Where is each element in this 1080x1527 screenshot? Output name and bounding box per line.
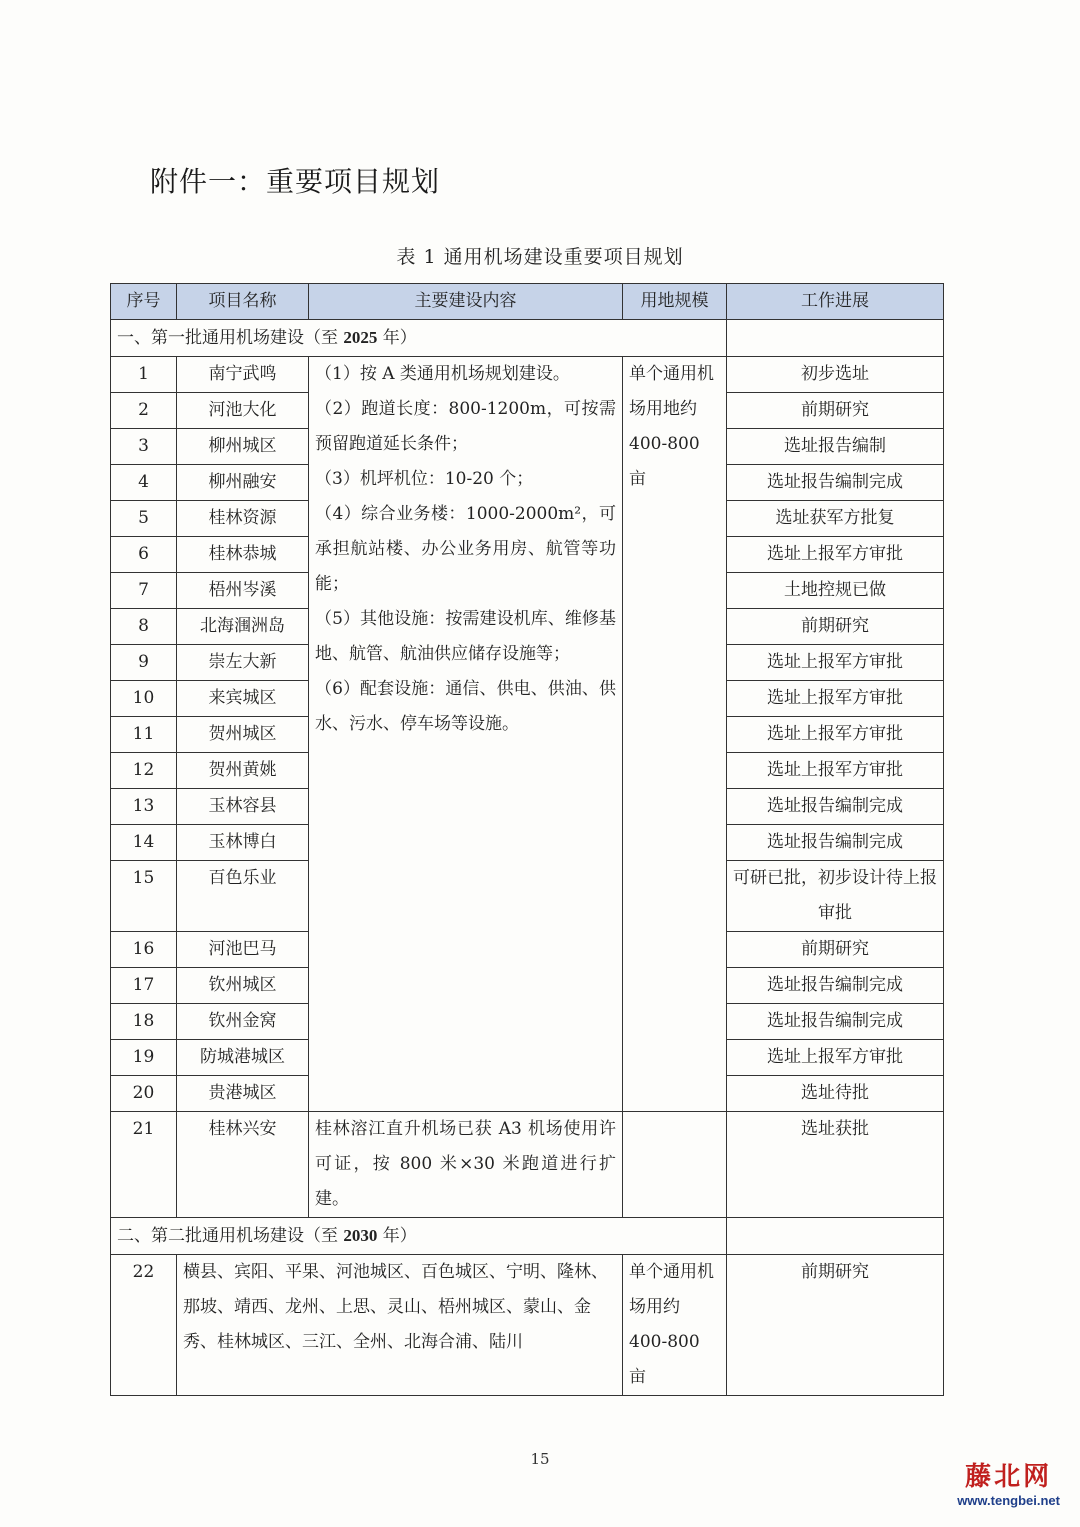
row-number: 3 xyxy=(111,429,177,465)
batch1-construction-content xyxy=(309,357,623,1112)
progress-status: 选址获批 xyxy=(727,1112,944,1218)
row-number: 2 xyxy=(111,393,177,429)
content-item: （1）按 A 类通用机场规划建设。 xyxy=(315,364,570,384)
project-name: 河池大化 xyxy=(177,393,309,429)
row-number: 7 xyxy=(111,573,177,609)
table-row xyxy=(111,1112,944,1218)
table-row xyxy=(111,1255,944,1396)
progress-status: 选址获军方批复 xyxy=(727,501,944,537)
progress-status: 选址上报军方审批 xyxy=(727,537,944,573)
section-suffix: 年） xyxy=(377,1226,417,1246)
project-name: 玉林容县 xyxy=(177,789,309,825)
row-number: 8 xyxy=(111,609,177,645)
row-number: 17 xyxy=(111,968,177,1004)
progress-status: 前期研究 xyxy=(727,609,944,645)
section-prefix: 二、第二批通用机场建设（至 xyxy=(117,1226,344,1246)
progress-status: 前期研究 xyxy=(727,1255,944,1396)
row-number: 11 xyxy=(111,717,177,753)
section-title-batch-1: 一、第一批通用机场建设（至 2025 年） xyxy=(111,320,727,357)
row-number: 5 xyxy=(111,501,177,537)
header-name: 项目名称 xyxy=(177,284,309,320)
progress-status: 选址上报军方审批 xyxy=(727,1040,944,1076)
project-name: 玉林博白 xyxy=(177,825,309,861)
content-item: （4）综合业务楼：1000-2000m²，可承担航站楼、办公业务用房、航管等功能； xyxy=(315,504,616,594)
row-number: 6 xyxy=(111,537,177,573)
project-name: 贺州黄姚 xyxy=(177,753,309,789)
row-number: 15 xyxy=(111,861,177,932)
section-row xyxy=(111,1218,944,1255)
progress-status: 选址报告编制完成 xyxy=(727,825,944,861)
section-progress-cell xyxy=(727,320,944,357)
construction-content: 桂林溶江直升机场已获 A3 机场使用许可证，按 800 米×30 米跑道进行扩建。 xyxy=(309,1112,623,1218)
row-number: 12 xyxy=(111,753,177,789)
project-plan-table xyxy=(110,283,944,1396)
watermark-logo xyxy=(957,1462,1060,1510)
project-name: 南宁武鸣 xyxy=(177,357,309,393)
progress-status: 选址上报军方审批 xyxy=(727,645,944,681)
progress-status: 选址待批 xyxy=(727,1076,944,1112)
project-name: 桂林兴安 xyxy=(177,1112,309,1218)
row-number: 14 xyxy=(111,825,177,861)
table-caption: 表 1 通用机场建设重要项目规划 xyxy=(396,246,684,268)
content-item: （2）跑道长度：800-1200m，可按需预留跑道延长条件； xyxy=(315,399,616,454)
watermark-brand: 藤北网 xyxy=(965,1462,1053,1492)
row-number: 16 xyxy=(111,932,177,968)
table-row xyxy=(111,357,944,393)
row-number: 22 xyxy=(111,1255,177,1396)
progress-status: 选址报告编制完成 xyxy=(727,1004,944,1040)
project-name: 崇左大新 xyxy=(177,645,309,681)
page-number: 15 xyxy=(530,1450,550,1468)
project-name: 河池巴马 xyxy=(177,932,309,968)
row-number: 20 xyxy=(111,1076,177,1112)
project-names-list: 横县、宾阳、平果、河池城区、百色城区、宁明、隆林、那坡、靖西、龙州、上思、灵山、梧州城区、蒙山、金秀、桂林城区、三江、全州、北海合浦、陆川 xyxy=(177,1255,623,1396)
section-year: 2030 xyxy=(343,1226,378,1245)
row-number: 13 xyxy=(111,789,177,825)
row-number: 1 xyxy=(111,357,177,393)
project-name: 北海涠洲岛 xyxy=(177,609,309,645)
project-name: 桂林资源 xyxy=(177,501,309,537)
progress-status: 土地控规已做 xyxy=(727,573,944,609)
row-number: 9 xyxy=(111,645,177,681)
project-name: 柳州融安 xyxy=(177,465,309,501)
progress-status: 选址上报军方审批 xyxy=(727,753,944,789)
progress-status: 初步选址 xyxy=(727,357,944,393)
content-item: （6）配套设施：通信、供电、供油、供水、污水、停车场等设施。 xyxy=(315,679,616,734)
table-header xyxy=(111,284,944,320)
progress-status: 选址报告编制 xyxy=(727,429,944,465)
progress-status: 前期研究 xyxy=(727,393,944,429)
progress-status: 选址上报军方审批 xyxy=(727,681,944,717)
project-name: 柳州城区 xyxy=(177,429,309,465)
project-name: 梧州岑溪 xyxy=(177,573,309,609)
content-item: （3）机坪机位：10-20 个； xyxy=(315,469,534,489)
content-item: （5）其他设施：按需建设机库、维修基地、航管、航油供应储存设施等； xyxy=(315,609,616,664)
progress-status: 选址上报军方审批 xyxy=(727,717,944,753)
project-name: 桂林恭城 xyxy=(177,537,309,573)
row-number: 18 xyxy=(111,1004,177,1040)
project-name: 贵港城区 xyxy=(177,1076,309,1112)
progress-status: 选址报告编制完成 xyxy=(727,465,944,501)
project-name: 防城港城区 xyxy=(177,1040,309,1076)
header-content: 主要建设内容 xyxy=(309,284,623,320)
page-heading: 附件一：重要项目规划 xyxy=(150,165,441,198)
section-row xyxy=(111,320,944,357)
header-no: 序号 xyxy=(111,284,177,320)
land-scale xyxy=(623,1112,727,1218)
progress-status: 选址报告编制完成 xyxy=(727,789,944,825)
project-name: 钦州城区 xyxy=(177,968,309,1004)
progress-status: 可研已批，初步设计待上报审批 xyxy=(727,861,944,932)
section-progress-cell xyxy=(727,1218,944,1255)
project-name: 钦州金窝 xyxy=(177,1004,309,1040)
row-number: 21 xyxy=(111,1112,177,1218)
project-name: 百色乐业 xyxy=(177,861,309,932)
row-number: 4 xyxy=(111,465,177,501)
progress-status: 前期研究 xyxy=(727,932,944,968)
header-scale: 用地规模 xyxy=(623,284,727,320)
row-number: 19 xyxy=(111,1040,177,1076)
table-body xyxy=(111,320,944,1396)
section-title-batch-2 xyxy=(111,1218,727,1255)
watermark-url: www.tengbei.net xyxy=(957,1493,1060,1508)
progress-status: 选址报告编制完成 xyxy=(727,968,944,1004)
project-name: 来宾城区 xyxy=(177,681,309,717)
batch1-land-scale: 单个通用机场用地约 400-800 亩 xyxy=(623,357,727,1112)
project-name: 贺州城区 xyxy=(177,717,309,753)
land-scale: 单个通用机场用约 400-800 亩 xyxy=(623,1255,727,1396)
header-progress: 工作进展 xyxy=(727,284,944,320)
row-number: 10 xyxy=(111,681,177,717)
